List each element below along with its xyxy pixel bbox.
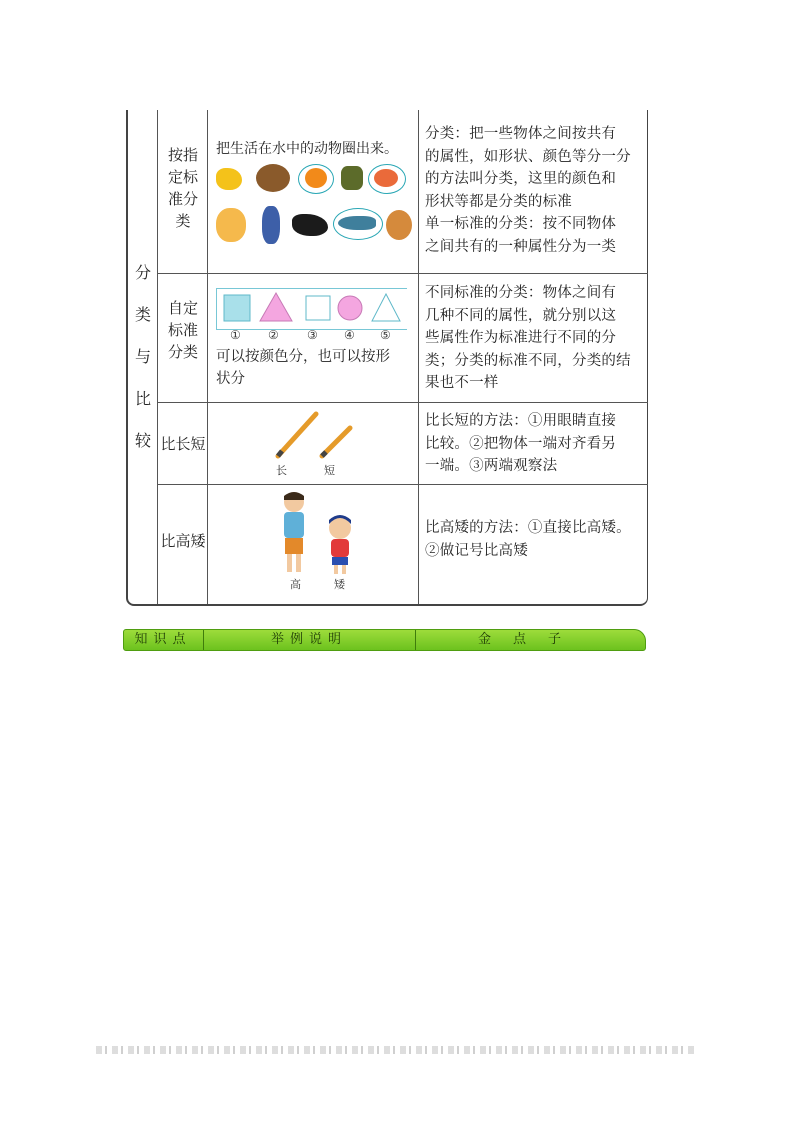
row-divider: [157, 273, 648, 274]
header-knowledge-point: 知识点: [134, 632, 192, 647]
dog-icon: [216, 208, 246, 242]
short-boy-leg: [334, 565, 338, 574]
pencil-tip: [278, 451, 282, 456]
children-illustration: [274, 490, 364, 584]
square-white: [306, 296, 330, 320]
col-divider: [207, 110, 208, 604]
header-examples: 举例说明: [270, 632, 347, 647]
tip-classification: 分类：把一些物体之间按共有 的属性，如形状、颜色等分一分 的方法叫分类，这里的颜色和 形状等都是分类的标准 单一标准的分类：按不同物体 之间共有的一种属性分为一类: [425, 126, 631, 255]
tall-boy-shirt: [284, 512, 304, 538]
label-long: 长: [276, 464, 287, 477]
bear-icon: [386, 210, 412, 240]
pencil-tip: [322, 452, 326, 456]
row-divider: [157, 484, 648, 485]
tall-boy-leg: [287, 554, 292, 572]
square-cyan: [224, 295, 250, 321]
shapes-row: [220, 291, 406, 325]
tall-boy-hair: [284, 492, 304, 500]
tall-boy-leg: [296, 554, 301, 572]
long-pencil: [278, 414, 316, 456]
eagle-icon: [292, 214, 328, 236]
shark-icon: [338, 216, 376, 230]
pencils-illustration: [268, 408, 358, 464]
cat-icon: [262, 206, 280, 244]
shrimp-icon: [374, 169, 398, 187]
bird-icon: [216, 168, 242, 190]
example-instruction: 把生活在水中的动物圈出来。: [216, 141, 398, 157]
short-pencil: [322, 428, 350, 456]
tip-compare-height: 比高矮的方法：①直接比高矮。 ②做记号比高矮: [425, 520, 631, 559]
label-tall: 高: [290, 578, 301, 591]
row-divider: [157, 402, 648, 403]
triangle-pink: [260, 293, 292, 321]
topic-designated-standard: 按指 定标 准分 类: [167, 146, 198, 230]
tip-different-standards: 不同标准的分类：物体之间有 几种不同的属性，就分别以这 些属性作为标准进行不同的分 类；分类的标准不同，分类的结 果也不一样: [425, 285, 631, 391]
goldfish-icon: [305, 168, 327, 188]
shape-number: ②: [268, 328, 279, 342]
tall-boy-shorts: [285, 538, 303, 554]
knowledge-table: [126, 110, 648, 606]
shape-number: ①: [230, 328, 241, 342]
short-boy-leg: [342, 565, 346, 574]
topic-custom-standard: 自定 标准 分类: [167, 299, 198, 361]
short-boy-shirt: [331, 539, 349, 557]
label-short-height: 矮: [334, 578, 345, 591]
category-label: 分 类 与 比 较: [134, 263, 151, 450]
example-shapes-text: 可以按颜色分，也可以按形 状分: [216, 349, 390, 387]
footer-scan-artifact: [96, 1046, 696, 1054]
label-short: 短: [324, 464, 335, 477]
topic-compare-height: 比高矮: [160, 532, 206, 550]
shape-number: ③: [307, 328, 318, 342]
triangle-white: [372, 294, 400, 321]
col-divider: [418, 110, 419, 604]
header-golden-tips: 金点子: [477, 632, 583, 647]
beetle-icon: [341, 166, 363, 190]
table-header-bar: [123, 629, 646, 651]
monkey-icon: [256, 164, 290, 192]
topic-compare-length: 比长短: [160, 435, 206, 453]
tip-compare-length: 比长短的方法：①用眼睛直接 比较。②把物体一端对齐看另 一端。③两端观察法: [425, 413, 617, 474]
short-boy-shorts: [332, 557, 348, 565]
circle-pink: [338, 296, 362, 320]
shape-number: ⑤: [380, 328, 391, 342]
shape-number: ④: [344, 328, 355, 342]
